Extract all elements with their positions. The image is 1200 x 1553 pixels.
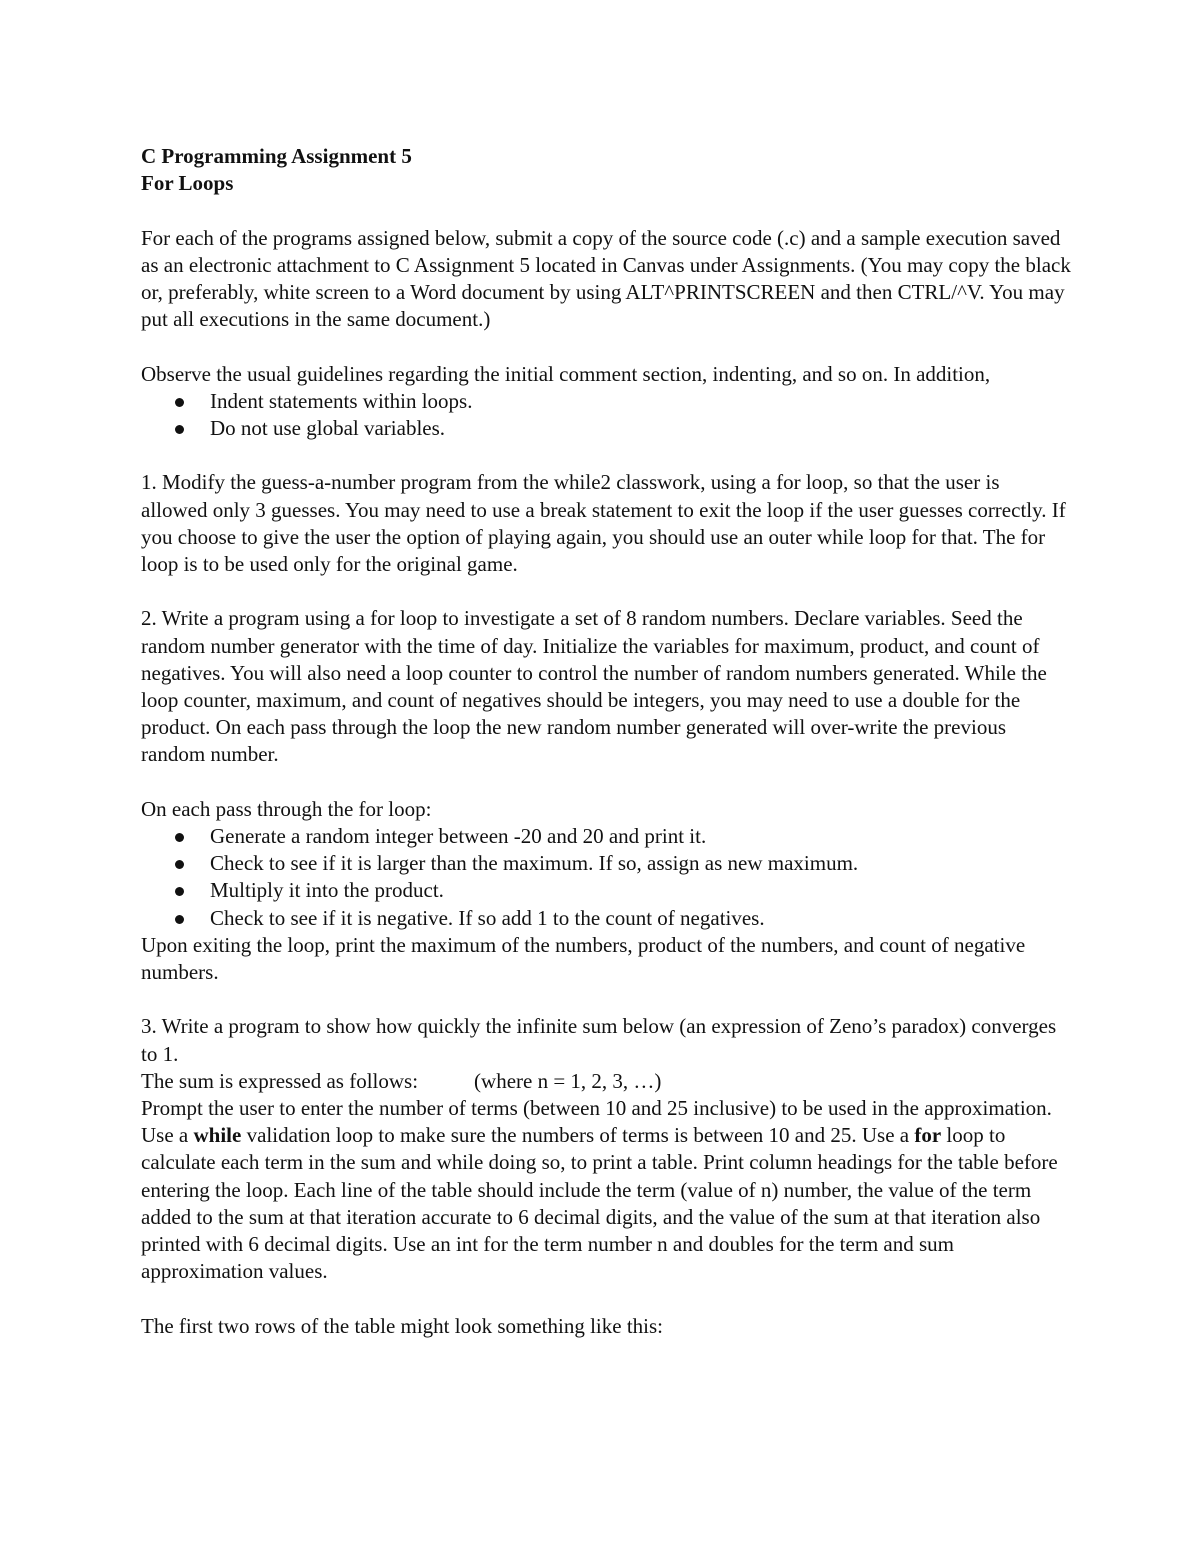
list-item	[141, 877, 1071, 904]
list-item-text: Do not use global variables.	[210, 416, 446, 440]
spacer	[141, 197, 1071, 224]
list-item	[141, 415, 1071, 442]
problem-3-body-part-1: Prompt the user to enter the number of terms (between 10 and 25 inclusive) to be used in the approximation. Use a	[141, 1096, 1052, 1148]
spacer	[141, 986, 1071, 1013]
document-page	[141, 143, 1071, 1340]
list-item-text: Check to see if it is larger than the maximum. If so, assign as new maximum.	[210, 851, 859, 876]
problem-1-paragraph: 1. Modify the guess-a-number program from the while2 classwork, using a for loop, so that the user is allowed only 3 guesses. You may need to use a break statement to exit the loop if the user guesses correctly. If you choose to give the user the option of playing again, you should use an outer while loop for that. The for loop is to be used only for the original game.	[141, 470, 1066, 576]
keyword-for: for	[914, 1123, 942, 1148]
spacer	[141, 1285, 1071, 1312]
guidelines-list	[141, 388, 1071, 442]
list-item	[141, 823, 1071, 850]
sum-expression-line	[141, 1068, 1071, 1095]
bullet-icon	[175, 860, 184, 869]
table-intro: The first two rows of the table might look something like this:	[141, 1313, 664, 1338]
problem-2-steps-list	[141, 823, 1071, 932]
spacer	[141, 769, 1071, 796]
list-item	[141, 388, 1071, 415]
sum-where: (where n = 1, 2, 3, …)	[474, 1068, 662, 1093]
spacer	[141, 333, 1071, 360]
problem-2-after-paragraph: Upon exiting the loop, print the maximum of the numbers, product of the numbers, and count of negative numbers.	[141, 932, 1026, 985]
keyword-while: while	[193, 1123, 242, 1148]
bullet-icon	[175, 425, 184, 434]
problem-2-loop-intro: On each pass through the for loop:	[141, 796, 432, 821]
document-subtitle: For Loops	[141, 171, 234, 196]
bullet-icon	[175, 887, 184, 896]
list-item	[141, 850, 1071, 877]
list-item-text: Indent statements within loops.	[210, 388, 473, 413]
spacer	[141, 578, 1071, 605]
spacer	[141, 442, 1071, 469]
bullet-icon	[175, 833, 184, 842]
problem-3-body-part-2: validation loop to make sure the numbers of terms is between 10 and 25. Use a	[241, 1123, 915, 1148]
list-item	[141, 905, 1071, 932]
problem-3-body	[141, 1095, 1071, 1285]
list-item-text: Multiply it into the product.	[210, 878, 444, 903]
bullet-icon	[175, 915, 184, 924]
document-title: C Programming Assignment 5	[141, 144, 412, 168]
problem-3-body-part-3: loop to calculate each term in the sum and while doing so, to print a table. Print column headings for the table before entering the loop. Each line of the table should include the term (value of n) number, the value of the term added to the sum at that iteration accurate to 6 decimal digits, and the value of the sum at that iteration also printed with 6 decimal digits. Use an int for the term number n and doubles for the term and sum approximation values.	[141, 1123, 1058, 1284]
list-item-text: Check to see if it is negative. If so add 1 to the count of negatives.	[210, 905, 765, 930]
problem-2-paragraph: 2. Write a program using a for loop to investigate a set of 8 random numbers. Declare variables. Seed the random number generator with the time of day. Initialize the variables for maximum, product, and count of negatives. You will also need a loop counter to control the number of random numbers generated. While the loop counter, maximum, and count of negatives should be integers, you may need to use a double for the product. On each pass through the loop the new random number generated will over-write the previous random number.	[141, 606, 1047, 767]
intro-paragraph: For each of the programs assigned below, submit a copy of the source code (.c) and a sample execution saved as an electronic attachment to C Assignment 5 located in Canvas under Assignments. (You may copy the black or, preferably, white screen to a Word document by using ALT^PRINTSCREEN and then CTRL/^V. You may put all executions in the same document.)	[141, 225, 1071, 332]
sum-label: The sum is expressed as follows:	[141, 1068, 419, 1093]
list-item-text: Generate a random integer between -20 and 20 and print it.	[210, 824, 707, 848]
guidelines-paragraph: Observe the usual guidelines regarding the initial comment section, indenting, and so on. In addition,	[141, 361, 991, 386]
problem-3-intro: 3. Write a program to show how quickly the infinite sum below (an expression of Zeno’s paradox) converges to 1.	[141, 1014, 1057, 1066]
bullet-icon	[175, 398, 184, 407]
